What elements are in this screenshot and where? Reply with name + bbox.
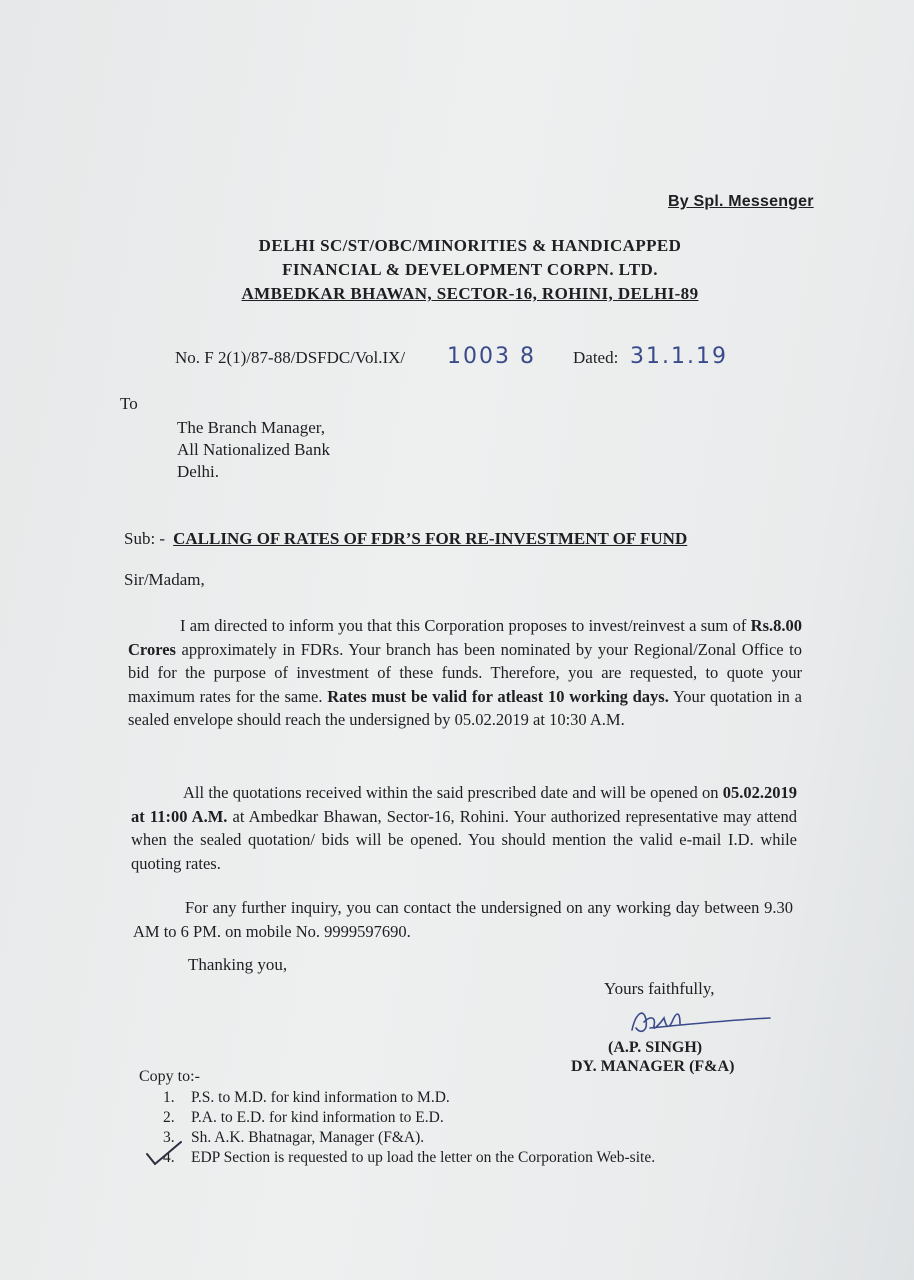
- reference-number-handwritten: 1003 8: [447, 344, 536, 369]
- item-number: 3.: [163, 1129, 175, 1146]
- opening-date-bold: 05.02.2019 at 11:00 A.M.: [131, 783, 797, 826]
- body-paragraph-2: [131, 781, 797, 875]
- delivery-mode: By Spl. Messenger: [668, 193, 814, 210]
- item-number: 1.: [163, 1089, 175, 1106]
- to-label: To: [120, 394, 138, 413]
- body-paragraph-3: For any further inquiry, you can contact the undersigned on any working day between 9.30 AM to 6 PM. on mobile No. 9999597690.: [133, 898, 793, 941]
- amount-bold: Rs.8.00 Crores: [128, 616, 802, 659]
- para2-text2: at Ambedkar Bhawan, Sector-16, Rohini. Your authorized representative may attend when the sealed quotation/ bids will be opened. You should mention the valid e-mail I.D. while quoting rates.: [131, 806, 797, 873]
- signatory-designation: DY. MANAGER (F&A): [571, 1058, 735, 1075]
- item-text: Sh. A.K. Bhatnagar, Manager (F&A).: [191, 1129, 425, 1146]
- item-number: 4.: [163, 1149, 175, 1166]
- recipient-line3: Delhi.: [177, 462, 220, 481]
- item-text: P.S. to M.D. for kind information to M.D.: [191, 1089, 450, 1106]
- reference-number-label: No. F 2(1)/87-88/DSFDC/Vol.IX/: [175, 348, 406, 367]
- copy-to-list: [163, 1088, 655, 1168]
- date-handwritten: 31.1.19: [630, 344, 728, 369]
- para1-text2: approximately in FDRs. Your branch has been nominated by your Regional/Zonal Office to bid for the purpose of investment of these funds. Therefore, you are requested, to quote your maximum rates for the same.: [128, 639, 802, 706]
- signature-image: [610, 1000, 780, 1042]
- item-text: EDP Section is requested to up load the letter on the Corporation Web-site.: [191, 1149, 656, 1166]
- recipient-line2: All Nationalized Bank: [177, 440, 330, 459]
- body-paragraph-1: [128, 614, 802, 732]
- org-address: AMBEDKAR BHAWAN, SECTOR-16, ROHINI, DELHI-89: [241, 284, 699, 303]
- recipient-line1: The Branch Manager,: [177, 418, 326, 437]
- list-item: [163, 1108, 655, 1128]
- org-name-line2: FINANCIAL & DEVELOPMENT CORPN. LTD.: [282, 260, 658, 279]
- subject-label: Sub: -: [124, 529, 166, 548]
- list-item: [163, 1088, 655, 1108]
- handwritten-tick-mark: [145, 1140, 185, 1166]
- item-number: 2.: [163, 1109, 175, 1126]
- dated-label: Dated:: [573, 348, 619, 367]
- yours-faithfully: Yours faithfully,: [604, 979, 715, 998]
- list-item: [163, 1148, 655, 1168]
- item-text: P.A. to E.D. for kind information to E.D.: [191, 1109, 444, 1126]
- para2-text1: All the quotations received within the said prescribed date and will be opened on: [183, 783, 723, 802]
- para1-text3: Your quotation in a sealed envelope should reach the undersigned by 05.02.2019 at 10:30 A.M.: [128, 686, 803, 729]
- para1-text1: I am directed to inform you that this Corporation proposes to invest/reinvest a sum of: [180, 616, 751, 635]
- thanking-line: Thanking you,: [188, 955, 288, 974]
- org-name-line1: DELHI SC/ST/OBC/MINORITIES & HANDICAPPED: [258, 236, 682, 255]
- list-item: [163, 1128, 655, 1148]
- subject-text: CALLING OF RATES OF FDR’S FOR RE-INVESTMENT OF FUND: [173, 529, 688, 548]
- subject-line: [124, 529, 687, 549]
- signatory-name: (A.P. SINGH): [608, 1039, 703, 1056]
- copy-to-label: Copy to:-: [139, 1068, 200, 1085]
- validity-bold: Rates must be valid for atleast 10 working days.: [327, 686, 669, 706]
- salutation: Sir/Madam,: [124, 570, 205, 589]
